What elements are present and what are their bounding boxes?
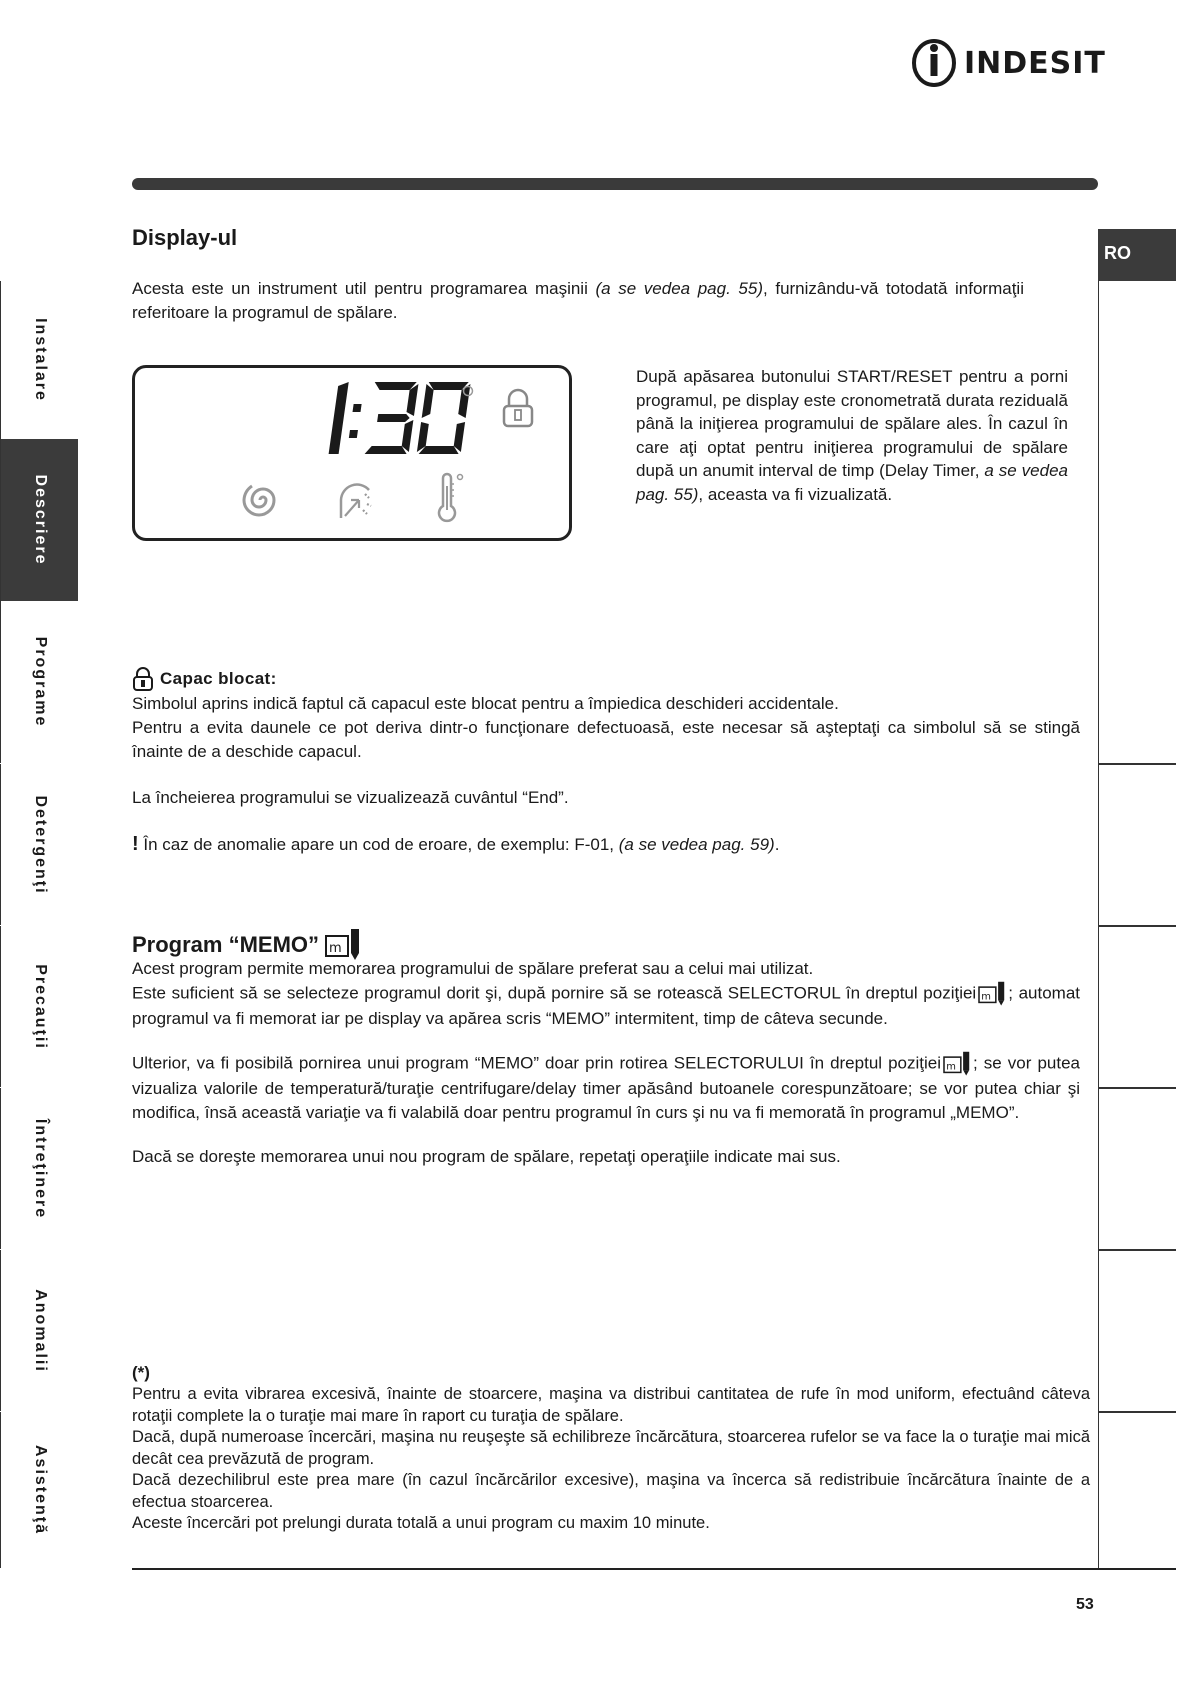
sidebar-item-anomalii[interactable]: Anomalii bbox=[0, 1250, 78, 1411]
sidebar-separator bbox=[1098, 1249, 1176, 1251]
end-text: La încheierea programului se vizualizează cuvântul “End”. bbox=[132, 788, 569, 807]
sidebar-separator bbox=[1098, 763, 1176, 765]
brand-name: INDESIT bbox=[964, 45, 1106, 81]
display-section-title: Display-ul bbox=[132, 225, 238, 250]
degree-icon bbox=[461, 384, 475, 398]
display-illustration bbox=[132, 365, 572, 541]
memo-inline-icon bbox=[976, 981, 1008, 1007]
spin-speed-icon bbox=[335, 478, 375, 522]
lid-locked-heading bbox=[132, 666, 277, 692]
sidebar-separator bbox=[1098, 1411, 1176, 1413]
page-number: 53 bbox=[1076, 1596, 1094, 1613]
sidebar-separator bbox=[1098, 925, 1176, 927]
sidebar-item-programe[interactable]: Programe bbox=[0, 601, 78, 763]
lid-locked-line2: Pentru a evita daunele ce pot deriva dintr-o funcţionare defectuoasă, este necesar să aşteptaţi ca simbolul să se stingă înainte de a deschide capacul. bbox=[132, 718, 1080, 761]
sidebar-item-precautii[interactable]: Precauţii bbox=[0, 926, 78, 1087]
header-rule bbox=[132, 178, 1098, 190]
memo-section-title: Program “MEMO” bbox=[132, 932, 320, 957]
footnote-line1: Pentru a evita vibrarea excesivă, înainte de stoarcere, maşina va distribui cantitatea de rufe în mod uniform, efectuând câteva rotaţii complete la o turaţie mai mare în raport cu turaţia de spălare. bbox=[132, 1385, 1090, 1425]
memo-p3: Ulterior, va fi posibilă pornirea unui program “MEMO” doar prin rotirea SELECTORULUI în dreptul poziţiei m ; se vor putea vizualiza valorile de temperatură/turaţie centrifugare/delay timer apăsând butoanele corespunzătoare; se vor putea chiar şi modifica, însă această variaţie va fi valabilă doar pentru programul în curs şi nu va fi memorată în programul „MEMO”. bbox=[132, 1051, 1080, 1124]
memo-p1: Acest program permite memorarea programului de spălare preferat sau a celui mai utilizat. bbox=[132, 959, 814, 978]
lid-locked-line1: Simbolul aprins indică faptul că capacul este blocat pentru a împiedica deschideri accidentale. bbox=[132, 694, 839, 713]
error-note: ! În caz de anomalie apare un cod de eroare, de exemplu: F-01, (a se vedea pag. 59). bbox=[132, 833, 780, 855]
lid-locked-title: Capac blocat: bbox=[160, 669, 277, 688]
sidebar-item-detergenti[interactable]: Detergenţi bbox=[0, 764, 78, 925]
display-intro: Acesta este un instrument util pentru programarea maşinii (a se vedea pag. 55), furnizându-vă totodată informaţii referitoare la programul de spălare. bbox=[132, 279, 1024, 322]
language-tab bbox=[1098, 229, 1176, 281]
lcd-time-digits bbox=[325, 380, 475, 460]
temperature-icon bbox=[435, 472, 465, 524]
svg-text:m: m bbox=[981, 991, 992, 1003]
sidebar-item-instalare[interactable]: Instalare bbox=[0, 281, 78, 439]
indesit-ring-icon bbox=[910, 38, 958, 88]
memo-inline-icon bbox=[941, 1051, 973, 1077]
footnote-line4: Aceste încercări pot prelungi durata totală a unui program cu maxim 10 minute. bbox=[132, 1514, 710, 1532]
lid-lock-icon bbox=[501, 388, 535, 428]
sidebar-item-descriere[interactable]: Descriere bbox=[0, 439, 78, 601]
warning-mark: ! bbox=[132, 833, 139, 855]
memo-p4: Dacă se doreşte memorarea unui nou program de spălare, repetaţi operaţiile indicate mai sus. bbox=[132, 1147, 841, 1166]
footnote bbox=[132, 1362, 1090, 1535]
sidebar-separator bbox=[1098, 1087, 1176, 1089]
language-label: RO bbox=[1104, 243, 1131, 263]
lid-lock-small-icon bbox=[132, 666, 154, 692]
sidebar-item-asistenta[interactable]: Asistenţă bbox=[0, 1412, 78, 1568]
brand-logo bbox=[910, 38, 1106, 88]
footnote-line3: Dacă dezechilibrul este prea mare (în cazul încărcărilor excesive), maşina va încerca să redistribuie încărcătura înainte de a efectua stoarcerea. bbox=[132, 1471, 1090, 1511]
memo-p2: Este suficient să se selecteze programul dorit şi, după pornire să se rotească SELECTORUL în dreptul poziţiei m ; automat programul va fi memorat iar pe display va apărea scris “MEMO” intermitent, timp de câteva secunde. bbox=[132, 981, 1080, 1031]
sidebar-item-intretinere[interactable]: Întreţinere bbox=[0, 1088, 78, 1249]
display-description: După apăsarea butonului START/RESET pentru a porni programul, pe display este cronometrată durata reziduală până la iniţierea programului de spălare ales. În cazul în care aţi optat pentru iniţierea programului de spălare după un anumit interval de timp (Delay Timer, a se vedea pag. 55), aceasta va fi vizualizată. bbox=[636, 367, 1068, 504]
footer-rule bbox=[132, 1568, 1176, 1570]
footnote-mark: (*) bbox=[132, 1363, 150, 1382]
wash-spiral-icon bbox=[241, 478, 285, 522]
svg-text:m: m bbox=[946, 1061, 956, 1073]
footnote-line2: Dacă, după numeroase încercări, maşina nu reuşeşte să echilibreze încărcătura, stoarcerea rufelor se va face la o turaţie mai mică decât cea prevăzută de program. bbox=[132, 1428, 1090, 1468]
svg-text:m: m bbox=[329, 941, 342, 956]
